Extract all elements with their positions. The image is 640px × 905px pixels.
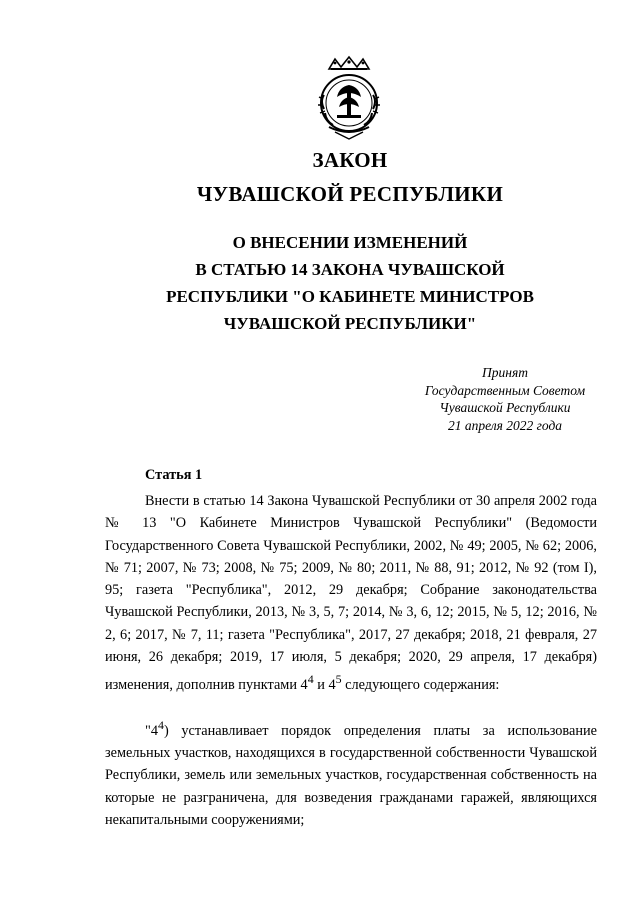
paragraph-text: "4 xyxy=(145,722,158,739)
subtitle-line: В СТАТЬЮ 14 ЗАКОНА ЧУВАШСКОЙ xyxy=(195,260,505,279)
adoption-line: Принят xyxy=(482,365,528,380)
subtitle-line: РЕСПУБЛИКИ "О КАБИНЕТЕ МИНИСТРОВ xyxy=(166,287,534,306)
superscript: 5 xyxy=(335,672,342,687)
adoption-line: Чувашской Республики xyxy=(439,400,571,415)
law-subtitle xyxy=(0,229,640,337)
adoption-note xyxy=(400,364,610,434)
amendment-paragraph xyxy=(105,714,597,831)
superscript: 4 xyxy=(158,718,164,732)
republic-title: ЧУВАШСКОЙ РЕСПУБЛИКИ xyxy=(196,182,504,206)
paragraph-text: ) устанавливает порядок определения платы за использование земельных участков, находящихся в государственной собственности Чувашской Республики, земель или земельных участков, государственная собственность на которые не разграничена, для возведения гражданами гаражей, являющихся некапитальными сооружениями; xyxy=(105,722,597,828)
paragraph-text: и 4 xyxy=(313,677,336,694)
subtitle-line: ЧУВАШСКОЙ РЕСПУБЛИКИ" xyxy=(223,314,477,333)
superscript: 4 xyxy=(307,672,314,687)
law-title: ЗАКОН xyxy=(312,148,388,172)
subtitle-line: О ВНЕСЕНИИ ИЗМЕНЕНИЙ xyxy=(232,233,468,252)
adoption-line: Государственным Советом xyxy=(424,382,586,398)
paragraph-text: следующего содержания: xyxy=(341,677,500,694)
article-paragraph xyxy=(105,490,597,696)
article-heading: Статья 1 xyxy=(145,467,203,483)
paragraph-text: Внести в статью 14 Закона Чувашской Республики от 30 апреля 2002 года № 13 "О Кабинете Министров Чувашской Республики" (Ведомости Государственного Совета Чувашской Республики, 2002, № 49; 2005, № 62; 2006, № 71; 2007, № 73; 2008, № 75; 2009, № 80; 2011, № 88, 91; 2012, № 92 (том I), 95; газета "Республика", 2012, 29 декабря; Собрание законодательства Чувашской Республики, 2013, № 3, 5, 7; 2014, № 3, 6, 12; 2015, № 5, 12; 2016, № 2, 6; 2017, № 7, 11; газета "Республика", 2017, 27 декабря; 2018, 21 февраля, 27 июня, 26 декабря; 2019, 17 июля, 5 декабря; 2020, 29 апреля, 17 декабря) изменения, дополнив пунктами 4 xyxy=(105,493,597,694)
adoption-date: 21 апреля 2022 года xyxy=(447,417,563,433)
coat-of-arms-icon xyxy=(315,55,383,141)
